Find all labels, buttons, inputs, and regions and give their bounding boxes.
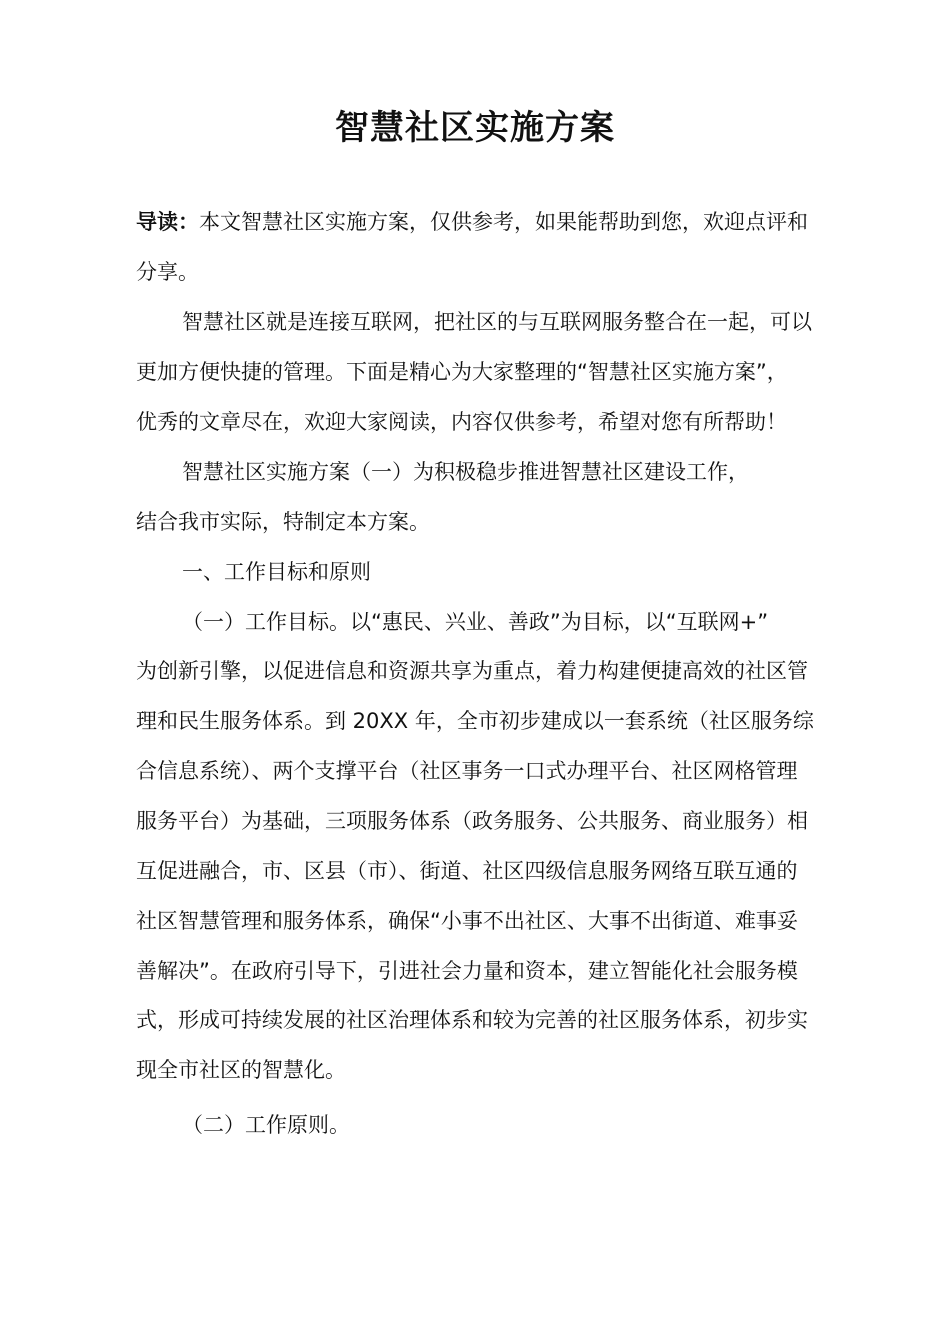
paragraph-3-line-9: 式，形成可持续发展的社区治理体系和较为完善的社区服务体系，初步实 [136, 1008, 808, 1032]
paragraph-1-line-2: 更加方便快捷的管理。下面是精心为大家整理的“智慧社区实施方案”， [136, 360, 788, 384]
paragraph-3-line-1: （一）工作目标。以“惠民、兴业、善政”为目标，以“互联网+” [182, 610, 769, 634]
paragraph-3-line-7: 社区智慧管理和服务体系，确保“小事不出社区、大事不出街道、难事妥 [136, 909, 798, 933]
paragraph-3-line-2: 为创新引擎，以促进信息和资源共享为重点，着力构建便捷高效的社区管 [136, 659, 808, 683]
document-title: 智慧社区实施方案 [335, 108, 615, 148]
paragraph-3-line-8: 善解决”。在政府引导下，引进社会力量和资本，建立智能化社会服务模 [136, 959, 798, 983]
intro-text: 本文智慧社区实施方案，仅供参考，如果能帮助到您，欢迎点评和 [199, 210, 808, 234]
intro-line-2: 分享。 [136, 260, 199, 284]
paragraph-3-line-5: 服务平台）为基础，三项服务体系（政务服务、公共服务、商业服务）相 [136, 809, 808, 833]
section-heading-1: 一、工作目标和原则 [182, 560, 371, 584]
paragraph-3-line-4: 合信息系统）、两个支撑平台（社区事务一口式办理平台、社区网格管理 [136, 759, 798, 783]
intro-label: 导读： [136, 210, 199, 234]
paragraph-2-line-2: 结合我市实际，特制定本方案。 [136, 510, 430, 534]
paragraph-1-line-1: 智慧社区就是连接互联网，把社区的与互联网服务整合在一起，可以 [182, 310, 812, 334]
paragraph-2-line-1: 智慧社区实施方案（一）为积极稳步推进智慧社区建设工作， [182, 460, 749, 484]
section-heading-2: （二）工作原则。 [182, 1113, 350, 1137]
paragraph-3-line-10: 现全市社区的智慧化。 [136, 1058, 346, 1082]
paragraph-3-line-3: 理和民生服务体系。到 20XX 年，全市初步建成以一套系统（社区服务综 [136, 709, 814, 733]
paragraph-3-line-6: 互促进融合，市、区县（市）、街道、社区四级信息服务网络互联互通的 [136, 859, 798, 883]
intro-line-1 [136, 207, 836, 237]
paragraph-1-line-3: 优秀的文章尽在，欢迎大家阅读，内容仅供参考，希望对您有所帮助！ [136, 410, 787, 434]
